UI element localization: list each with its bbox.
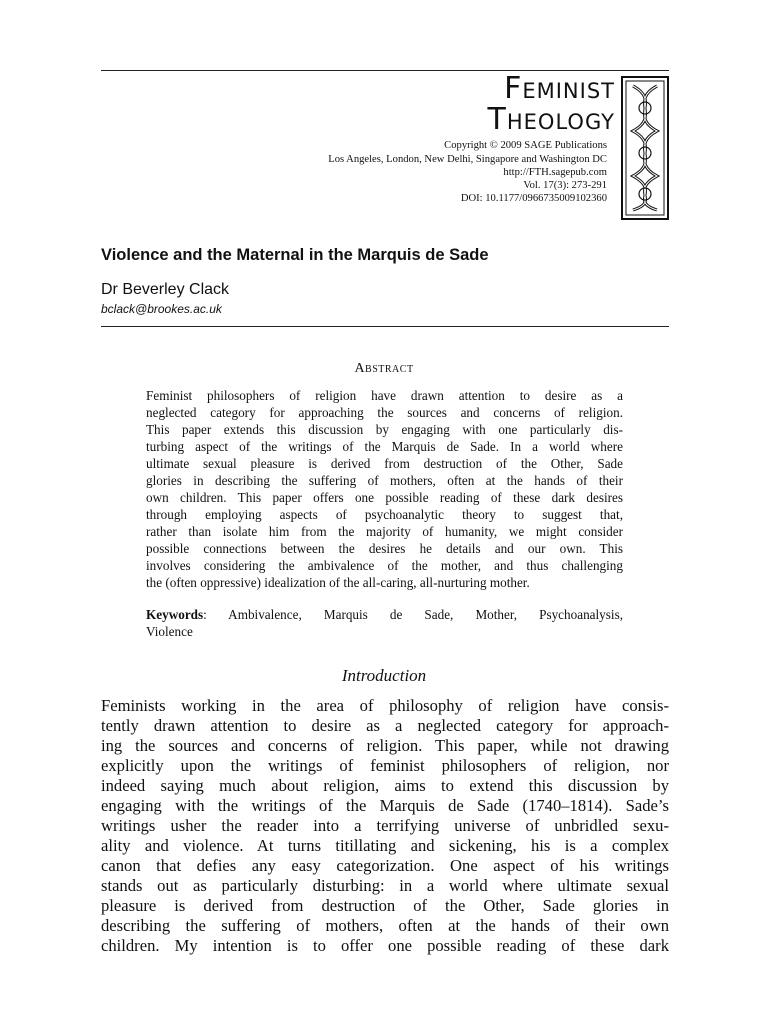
journal-title-line1: Feminist (504, 71, 615, 106)
journal-url: http://FTH.sagepub.com (503, 167, 607, 178)
abstract-line: the (often oppressive) idealization of the all-caring, all-nurturing mother. (146, 575, 530, 590)
body-line: children. My intention is to offer one possible reading of these dark (101, 936, 669, 955)
abstract-line: through employing aspects of psychoanalytic theory to suggest that, (146, 507, 623, 522)
copyright-line: Copyright © 2009 SAGE Publications (444, 140, 607, 151)
body-line: stands out as particularly disturbing: in a world where ultimate sexual (101, 876, 669, 895)
keywords-list: : Ambivalence, Marquis de Sade, Mother, Psychoanalysis, (203, 607, 623, 622)
abstract-line: This paper extends this discussion by engaging with one particularly dis- (146, 422, 623, 437)
body-line: canon that defies any easy categorization. One aspect of his writings (101, 856, 669, 875)
volume-info: Vol. 17(3): 273-291 (523, 180, 607, 191)
article-title: Violence and the Maternal in the Marquis de Sade (101, 246, 489, 264)
keywords-continued: Violence (146, 624, 193, 639)
abstract-line: possible connections between the desires he details and our own. This (146, 541, 623, 556)
body-line: ing the sources and concerns of religion. This paper, while not drawing (101, 736, 669, 755)
abstract-line: Feminist philosophers of religion have drawn attention to desire as a (146, 388, 623, 403)
abstract-line: rather than isolate him from the majority of humanity, we might consider (146, 524, 623, 539)
body-line: Feminists working in the area of philosophy of religion have consis- (101, 696, 669, 715)
body-line: tently drawn attention to desire as a neglected category for approach- (101, 716, 669, 735)
publisher-locations: Los Angeles, London, New Delhi, Singapore and Washington DC (328, 154, 607, 165)
journal-title-line2: Theology (487, 102, 615, 137)
abstract-line: glories in describing the suffering of mothers, often at the hands of their (146, 473, 623, 488)
abstract-line: own children. This paper offers one possible reading of these dark desires (146, 490, 623, 505)
celtic-knot-logo (621, 76, 669, 220)
abstract-line: turbing aspect of the writings of the Marquis de Sade. In a world where (146, 439, 623, 454)
abstract-line: neglected category for approaching the sources and concerns of religion. (146, 405, 623, 420)
abstract-line: involves considering the ambivalence of the mother, and thus challenging (146, 558, 623, 573)
body-line: describing the suffering of mothers, often at the hands of their own (101, 916, 669, 935)
body-line: engaging with the writings of the Marquis de Sade (1740–1814). Sade’s (101, 796, 669, 815)
abstract-heading: Abstract (354, 361, 414, 376)
keywords-label: Keywords (146, 607, 204, 622)
body-line: indeed saying much about religion, aims to extend this discussion by (101, 776, 669, 795)
abstract-line: ultimate sexual pleasure is derived from destruction of the Other, Sade (146, 456, 623, 471)
keywords-line (146, 606, 623, 623)
introduction-heading: Introduction (341, 666, 427, 685)
header-divider (101, 326, 669, 327)
body-line: pleasure is derived from destruction of the Other, Sade glories in (101, 896, 669, 915)
author-name: Dr Beverley Clack (101, 281, 230, 298)
author-email: bclack@brookes.ac.uk (101, 302, 222, 316)
body-line: writings usher the reader into a terrifying universe of unbridled sexu- (101, 816, 669, 835)
doi-line: DOI: 10.1177/0966735009102360 (460, 193, 607, 204)
body-line: explicitly upon the writings of feminist philosophers of religion, nor (101, 756, 669, 775)
body-line: ality and violence. At turns titillating and sickening, his is a complex (101, 836, 669, 855)
